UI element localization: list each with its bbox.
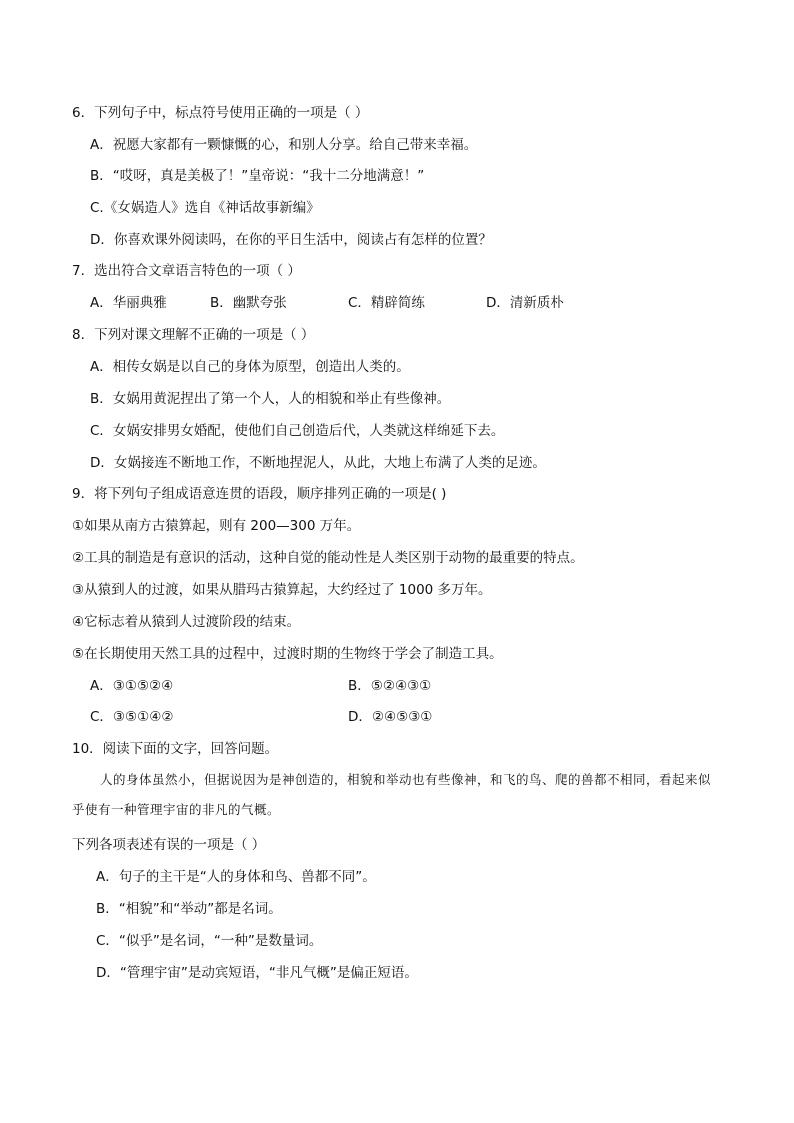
q7-option-b: B．幽默夸张: [210, 295, 287, 311]
q7-stem: 7．选出符合文章语言特色的一项（ ）: [72, 263, 301, 279]
q10-option-b: B．“相貌”和“举动”都是名词。: [96, 901, 282, 917]
q9-option-b: B．⑤②④③①: [348, 678, 432, 694]
q10-passage: [72, 765, 722, 825]
q9-sentence-5: ⑤在长期使用天然工具的过程中，过渡时期的生物终于学会了制造工具。: [72, 646, 503, 662]
q10-question: 下列各项表述有误的一项是（ ）: [72, 837, 266, 853]
q10-stem: 10．阅读下面的文字，回答问题。: [72, 741, 279, 757]
q7-option-a: A．华丽典雅: [90, 295, 167, 311]
q9-sentence-4: ④它标志着从猿到人过渡阶段的结束。: [72, 614, 301, 630]
q9-sentence-2: ②工具的制造是有意识的活动，这种自觉的能动性是人类区别于动物的最重要的特点。: [72, 550, 584, 566]
q9-option-d: D．②④⑤③①: [348, 709, 433, 725]
q8-stem: 8．下列对课文理解不正确的一项是（ ）: [72, 327, 315, 343]
q8-option-d: D．女娲接连不断地工作，不断地捏泥人，从此，大地上布满了人类的足迹。: [90, 455, 546, 471]
q6-option-a: A．祝愿大家都有一颗慷慨的心，和别人分享。给自己带来幸福。: [90, 137, 478, 153]
q10-option-c: C．“似乎”是名词，“一种”是数量词。: [96, 933, 323, 949]
q9-stem: 9．将下列句子组成语意连贯的语段，顺序排列正确的一项是( ): [72, 486, 447, 502]
q10-option-a: A．句子的主干是“人的身体和鸟、兽都不同”。: [96, 869, 376, 885]
q7-option-d: D．清新质朴: [486, 295, 564, 311]
q6-option-c: C.《女娲造人》选自《神话故事新编》: [90, 200, 320, 216]
q9-option-a: A．③①⑤②④: [90, 678, 174, 694]
q6-option-b: B．“哎呀，真是美极了！”皇帝说：“我十二分地满意！”: [90, 168, 425, 184]
q9-sentence-1: ①如果从南方古猿算起，则有 200—300 万年。: [72, 518, 361, 534]
q8-option-b: B．女娲用黄泥捏出了第一个人，人的相貌和举止有些像神。: [90, 391, 451, 407]
q10-passage-text: 人的身体虽然小，但据说因为是神创造的，相貌和举动也有些像神，和飞的鸟、爬的兽都不相同，看起来似乎使有一种管理宇宙的非凡的气概。: [72, 772, 712, 817]
q8-option-c: C．女娲安排男女婚配，使他们自己创造后代，人类就这样绵延下去。: [90, 423, 505, 439]
q8-option-a: A．相传女娲是以自己的身体为原型，创造出人类的。: [90, 359, 410, 375]
q6-stem: 6．下列句子中，标点符号使用正确的一项是（ ）: [72, 105, 369, 121]
q6-option-d: D．你喜欢课外阅读吗，在你的平日生活中，阅读占有怎样的位置？: [90, 232, 492, 248]
q7-option-c: C．精辟简练: [348, 295, 425, 311]
q9-option-c: C．③⑤①④②: [90, 709, 174, 725]
q10-option-d: D．“管理宇宙”是动宾短语，“非凡气概”是偏正短语。: [96, 965, 418, 981]
q9-sentence-3: ③从猿到人的过渡，如果从腊玛古猿算起，大约经过了 1000 多万年。: [72, 582, 492, 598]
